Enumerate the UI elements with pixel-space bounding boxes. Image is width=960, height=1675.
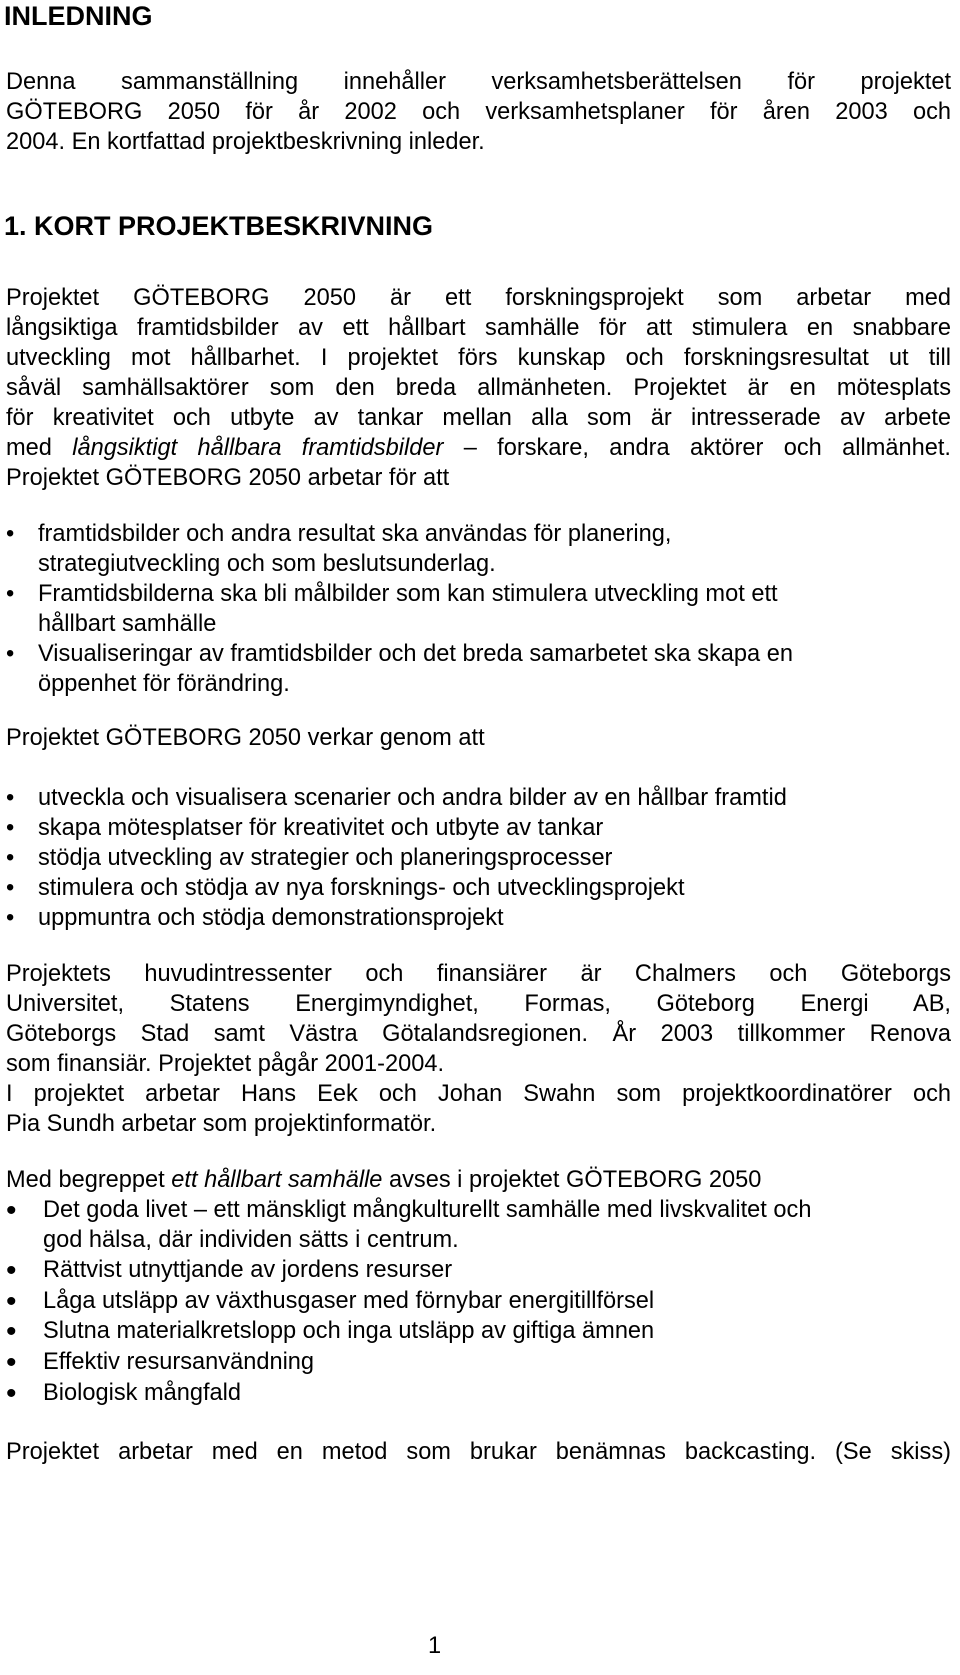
list3-item-2: Rättvist utnyttjande av jordens resurser [43, 1257, 453, 1283]
list1-item-2-line-1: Framtidsbilderna ska bli målbilder som kan stimulera utveckling mot ett [38, 581, 778, 607]
intro-line-2: GÖTEBORG 2050 för år 2002 och verksamhetsplaner för åren 2003 och [6, 99, 951, 125]
intro-line-3: 2004. En kortfattad projektbeskrivning inleder. [6, 129, 485, 155]
list1-item-3-line-1: Visualiseringar av framtidsbilder och det breda samarbetet ska skapa en [38, 641, 793, 667]
list2-bullet-5: • [6, 905, 15, 931]
list1-bullet-2: • [6, 581, 15, 607]
heading-section-1: 1. KORT PROJEKTBESKRIVNING [4, 211, 434, 241]
list1-item-1-line-2: strategiutveckling och som beslutsunderlag. [38, 551, 496, 577]
list3-item-1-line-1: Det goda livet – ett mänskligt mångkulturellt samhälle med livskvalitet och [43, 1197, 812, 1223]
p3-line-3: Göteborgs Stad samt Västra Götalandsregionen. År 2003 tillkommer Renova [6, 1021, 951, 1047]
list2-item-3: stödja utveckling av strategier och planeringsprocesser [38, 845, 613, 871]
p3-line-4: som finansiär. Projektet pågår 2001-2004. [6, 1051, 445, 1077]
list3-item-4: Slutna materialkretslopp och inga utsläpp av giftiga ämnen [43, 1318, 655, 1344]
p4 [6, 1164, 951, 1196]
list3-bullet-5: • [6, 1346, 17, 1379]
p1-line-6 [6, 432, 951, 464]
page-number: 1 [428, 1633, 442, 1659]
p4-pre: Med begreppet [6, 1167, 172, 1193]
p1-line-5: för kreativitet och utbyte av tankar mellan alla som är intresserade av arbete [6, 405, 951, 431]
p3-line-2: Universitet, Statens Energimyndighet, Formas, Göteborg Energi AB, [6, 991, 951, 1017]
list2-bullet-2: • [6, 815, 15, 841]
p1-line-6-pre: med [6, 435, 73, 461]
list3-bullet-4: • [6, 1315, 17, 1348]
list1-item-1-line-1: framtidsbilder och andra resultat ska användas för planering, [38, 521, 672, 547]
p1-line-6-emphasis: långsiktigt hållbara framtidsbilder [72, 435, 444, 461]
list3-bullet-6: • [6, 1377, 17, 1410]
p1-line-3: utveckling mot hållbarhet. I projektet förs kunskap och forskningsresultat ut till [6, 345, 951, 371]
p5: Projektet arbetar med en metod som brukar benämnas backcasting. (Se skiss) [6, 1439, 951, 1465]
list1-item-3-line-2: öppenhet för förändring. [38, 671, 290, 697]
p1-line-1: Projektet GÖTEBORG 2050 är ett forskningsprojekt som arbetar med [6, 285, 951, 311]
list1-item-2-line-2: hållbart samhälle [38, 611, 217, 637]
list3-item-1-line-2: god hälsa, där individen sätts i centrum. [43, 1227, 459, 1253]
p1-line-6-post: – forskare, andra aktörer och allmänhet. [443, 435, 951, 461]
list3-bullet-2: • [6, 1254, 17, 1287]
list1-bullet-3: • [6, 641, 15, 667]
p1-line-7: Projektet GÖTEBORG 2050 arbetar för att [6, 465, 450, 491]
p4-post: avses i projektet GÖTEBORG 2050 [382, 1167, 762, 1193]
list1-bullet-1: • [6, 521, 15, 547]
list2-bullet-4: • [6, 875, 15, 901]
list3-item-6: Biologisk mångfald [43, 1380, 242, 1406]
list2-bullet-1: • [6, 785, 15, 811]
list2-item-5: uppmuntra och stödja demonstrationsprojekt [38, 905, 504, 931]
intro-line-1: Denna sammanställning innehåller verksamhetsberättelsen för projektet [6, 69, 951, 95]
p2: Projektet GÖTEBORG 2050 verkar genom att [6, 725, 485, 751]
list3-bullet-1: • [6, 1194, 17, 1227]
list2-item-4: stimulera och stödja av nya forsknings- och utvecklingsprojekt [38, 875, 685, 901]
list2-item-2: skapa mötesplatser för kreativitet och utbyte av tankar [38, 815, 604, 841]
list3-item-3: Låga utsläpp av växthusgaser med förnybar energitillförsel [43, 1288, 655, 1314]
p4-emphasis: ett hållbart samhälle [171, 1167, 383, 1193]
list2-bullet-3: • [6, 845, 15, 871]
list2-item-1: utveckla och visualisera scenarier och andra bilder av en hållbar framtid [38, 785, 787, 811]
p1-line-2: långsiktiga framtidsbilder av ett hållbart samhälle för att stimulera en snabbare [6, 315, 951, 341]
list3-item-5: Effektiv resursanvändning [43, 1349, 315, 1375]
p1-line-4: såväl samhällsaktörer som den breda allmänheten. Projektet är en mötesplats [6, 375, 951, 401]
p3-line-6: Pia Sundh arbetar som projektinformatör. [6, 1111, 437, 1137]
p3-line-1: Projektets huvudintressenter och finansiärer är Chalmers och Göteborgs [6, 961, 951, 987]
list3-bullet-3: • [6, 1285, 17, 1318]
heading-inledning: INLEDNING [4, 1, 153, 31]
p3-line-5: I projektet arbetar Hans Eek och Johan Swahn som projektkoordinatörer och [6, 1081, 951, 1107]
